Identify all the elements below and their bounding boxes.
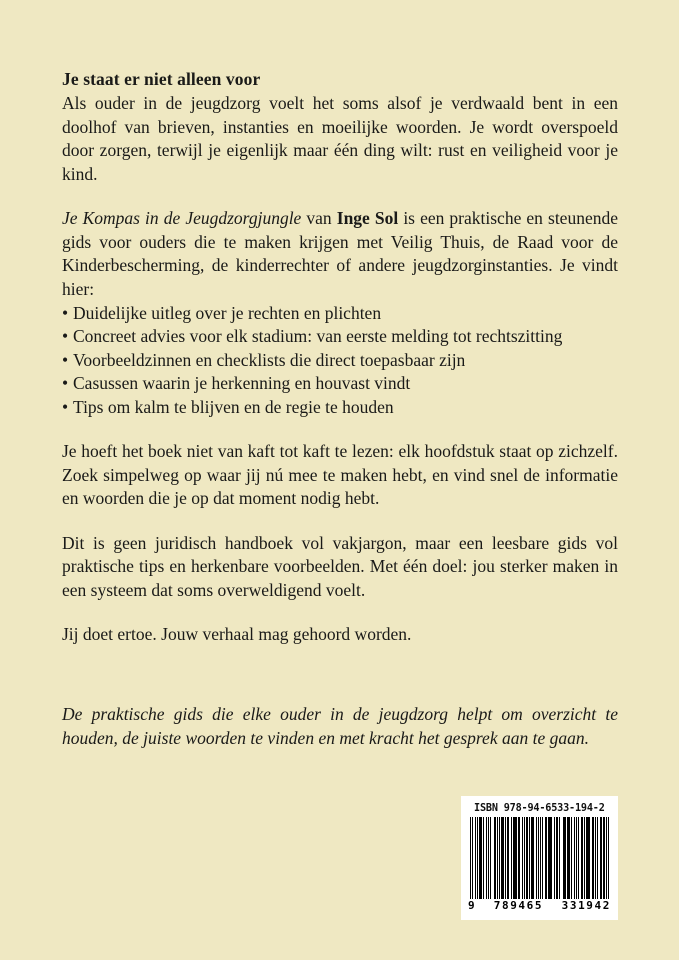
list-item-label: Duidelijke uitleg over je rechten en plichten [73,302,382,323]
affirmation-paragraph: Jij doet ertoe. Jouw verhaal mag gehoord worden. [62,624,412,645]
tone-paragraph: Dit is geen juridisch handboek vol vakjargon, maar een leesbare gids vol praktische tips en herkenbare voorbeelden. Met één doel: jou sterker maken in een systeem dat soms overweldigend voelt. [62,532,618,600]
list-item-label: Tips om kalm te blijven en de regie te houden [73,396,394,417]
list-item [62,396,618,420]
author-name: Inge Sol [336,208,399,229]
ean-right-group: 331942 [561,898,611,912]
list-item [62,325,618,349]
ean-lead-digit: 9 [468,898,476,912]
feature-bullet-list [62,302,618,420]
intro-paragraph: Als ouder in de jeugdzorg voelt het soms alsof je verdwaald bent in een doolhof van brieven, instanties en moeilijke woorden. Je wordt overspoeld door zorgen, terwijl je eigenlijk maar één ding wilt: rust en veiligheid voor je kind. [62,93,618,184]
list-item-label: Concreet advies voor elk stadium: van eerste melding tot rechtszitting [73,326,563,347]
ean-digits-row [468,900,611,911]
bullet-icon: • [62,373,69,394]
list-item [62,372,618,396]
cover-text-column [62,68,618,647]
bullet-icon: • [62,302,69,323]
list-item [62,302,618,326]
closing-tagline: De praktische gids die elke ouder in de jeugdzorg helpt om overzicht te houden, de juiste woorden te vinden en met kracht het gesprek aan te gaan. [62,704,618,748]
book-description-paragraph [62,207,618,301]
isbn-label: ISBN 978-94-6533-194-2 [474,802,605,814]
book-title-text: Je Kompas in de Jeugdzorgjungle [62,208,302,229]
isbn-barcode [461,796,618,920]
page-title: Je staat er niet alleen voor [62,69,261,89]
list-item-label: Voorbeeldzinnen en checklists die direct toepasbaar zijn [73,349,466,370]
list-item-label: Casussen waarin je herkenning en houvast vindt [73,373,411,394]
barcode-bars [470,817,609,899]
ean-left-group: 789465 [493,898,544,912]
book-description-rest: is een praktische en steunende gids voor ouders die te maken krijgen met Veilig Thuis, de Raad voor de Kinderbescherming, de kinderrechter of andere jeugdzorginstanties. Je vindt hier: [62,208,618,299]
bullet-icon: • [62,326,69,347]
list-item [62,349,618,373]
book-title-connector: van [301,208,337,229]
bullet-icon: • [62,396,69,417]
bullet-icon: • [62,349,69,370]
usage-paragraph: Je hoeft het boek niet van kaft tot kaft te lezen: elk hoofdstuk staat op zichzelf. Zoek simpelweg op waar jij nú mee te maken hebt, en vind snel de informatie en woorden die je op dat moment nodig hebt. [62,441,618,509]
